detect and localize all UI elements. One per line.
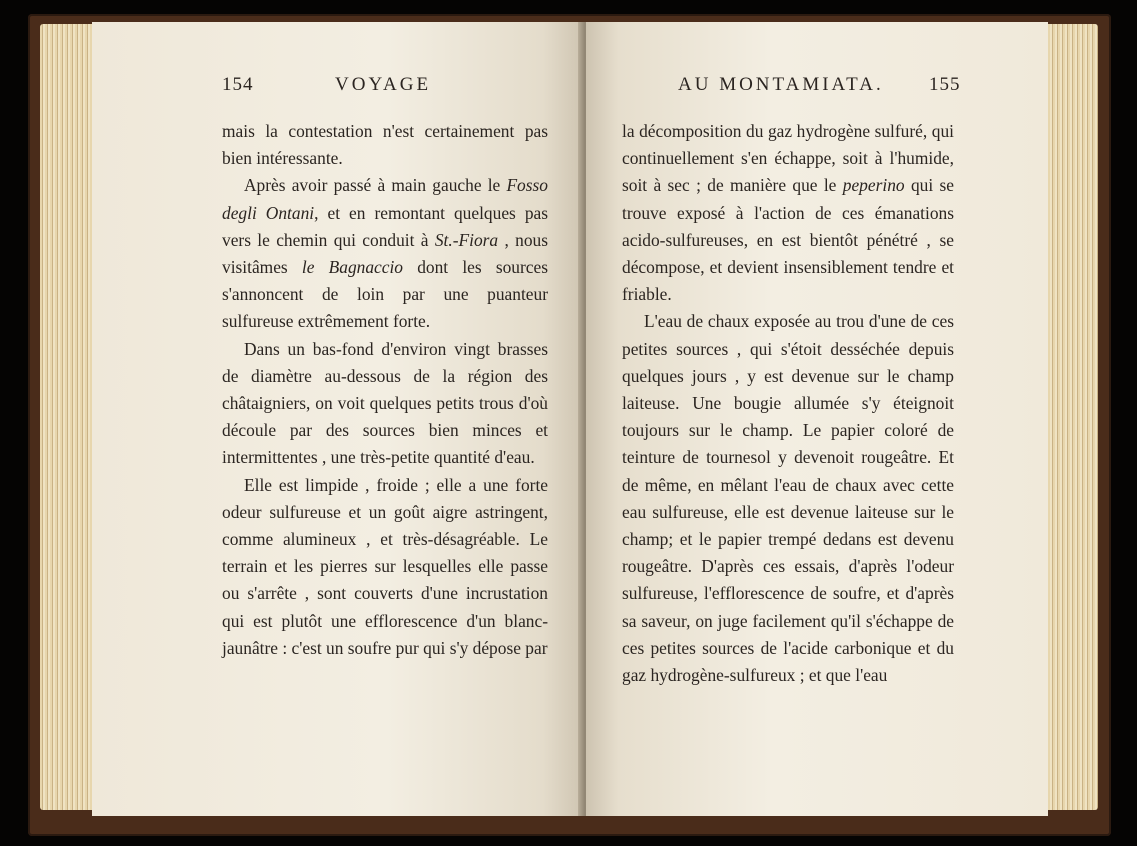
text-run: Elle est limpide , froide ; elle a une forte odeur sulfureuse et un goût aigre astringent, comme alumineux , et très-désagréable. Le terrain et les pierres sur lesquelles elle passe ou s'arrête , sont couverts d'une incrustation qui est plutôt une efflorescence d'un blanc-jaunâtre : c'est un soufre pur qui s'y dépose par: [222, 474, 548, 658]
right-page-header: [586, 74, 1048, 104]
text-run: L'eau de chaux exposée au trou d'une de ces petites sources , qui s'étoit desséchée depuis quelques jours , y est devenue sur le champ laiteuse. Une bougie allumée s'y éteignoit toujours sur le champ. Le papier coloré de teinture de tournesol y devenoit rougeâtre. Et de même, en mêlant l'eau de chaux avec cette eau sulfureuse, elle est devenue laiteuse sur le champ; et le papier trempé dedans est devenu rougeâtre. D'après ces essais, d'après l'odeur sulfureuse, l'efflorescence de soufre, et d'après sa saveur, on juge facilement qu'il s'échappe de ces petites sources de l'acide carbonique et du gaz hydrogène-sulfureux ; et que l'eau: [622, 311, 954, 686]
right-running-title: AU MONTAMIATA.: [678, 74, 884, 95]
right-page-text: [622, 118, 954, 689]
text-run: Après avoir passé à main gauche le: [244, 175, 507, 196]
italic-term: St.-Fiora: [434, 229, 499, 250]
text-run: la décomposition du gaz hydrogène sulfuré, qui continuellement s'en échappe, soit à l'humide, soit à sec ; de manière que le: [622, 121, 954, 196]
paragraph: [622, 118, 954, 308]
text-run: , et en remontant quelques pas vers le chemin qui conduit à: [222, 202, 548, 250]
left-page-text: [222, 118, 548, 662]
text-run: dont les sources s'annoncent de loin par une puanteur sulfureuse extrêmement forte.: [222, 257, 548, 332]
paragraph: [222, 172, 548, 335]
text-run: , nous visitâmes: [222, 229, 548, 278]
right-page: [586, 22, 1048, 816]
left-page-header: [92, 74, 582, 104]
italic-term: le Bagnaccio: [301, 257, 404, 278]
italic-term: peperino: [842, 175, 905, 196]
paragraph: [622, 308, 954, 689]
paragraph: [222, 472, 548, 662]
text-run: Dans un bas-fond d'environ vingt brasses de diamètre au-dessous de la région des châtaigniers, on voit quelques petits trous d'où découle par des sources bien minces et intermittentes , une très-petite quantité d'eau.: [222, 338, 548, 468]
text-run: qui se trouve exposé à l'action de ces émanations acido-sulfureuses, en est bientôt pénétré , se décompose, et devient insensiblement tendre et friable.: [622, 175, 955, 305]
page-edges-left: [40, 24, 98, 810]
paragraph: [222, 336, 548, 472]
paragraph: [222, 118, 548, 172]
left-running-title: VOYAGE: [335, 74, 432, 95]
text-run: mais la contestation n'est certainement pas bien intéressante.: [222, 121, 548, 169]
right-page-number: 155: [929, 74, 961, 95]
page-edges-right: [1040, 24, 1098, 810]
left-page-number: 154: [222, 74, 254, 95]
left-page: [92, 22, 582, 816]
italic-term: Fosso degli Ontani: [222, 175, 548, 223]
